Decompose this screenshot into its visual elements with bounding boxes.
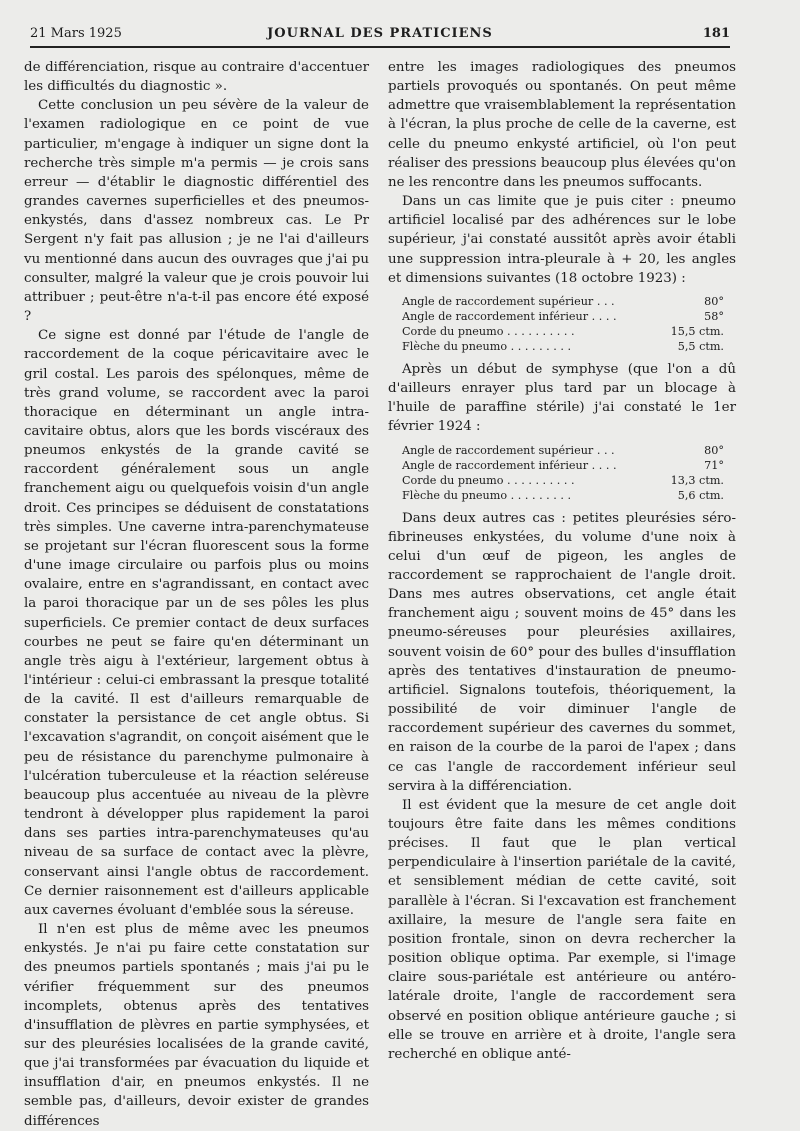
paragraph: Il n'en est plus de même avec les pneumos enkystés. Je n'ai pu faire cette constatation sur des pneumos partiels spontanés ; mais j'ai pu le vérifier fréquemment sur des pneumos incomplets, obtenus après des tentatives d'insufflation de plèvres en partie symphysées, et sur des pleurésies localisées de la grande cavité, que j'ai transformées par évacuation du liquide et insufflation d'air, en pneumos enkystés. Il ne semble pas, d'ailleurs, devoir exister de grandes différences <box>24 922 369 1129</box>
right-column <box>388 58 736 1064</box>
paragraph: de différenciation, risque au contraire d'accentuer les difficultés du diagnostic ». <box>24 60 369 95</box>
table-row <box>402 443 724 458</box>
table-row <box>402 294 724 309</box>
table-row <box>402 458 724 473</box>
table-cell-value: 58° <box>704 309 724 323</box>
paragraph: Ce signe est donné par l'étude de l'angle de raccordement de la coque péricavitaire avec le gril costal. Les parois des spélonques, même de très grand volume, se raccordent avec la paroi thoracique en déterminant un angle intra-cavitaire obtus, alors que les bords viscéraux des pneumos enkystés de la grande cavité se raccordent généralement sous un angle franchement aigu ou quelquefois voisin d'un angle droit. Ces principes se déduisent de constatations très simples. Une caverne intra-parenchymateuse se projetant sur l'écran fluorescent sous la forme d'une image circulaire ou parfois plus ou moins ovalaire, entre en s'agrandissant, en contact avec la paroi thoracique par un de ses pôles les plus superficiels. Ce premier contact de deux surfaces courbes ne peut se faire qu'en déterminant un angle très aigu à l'extérieur, largement obtus à l'intérieur : celui-ci embrassant la presque totalité de la cavité. Il est d'ailleurs remarquable de constater la persistance de cet angle obtus. Si l'excavation s'agrandit, on conçoit aisément que le peu de résistance du parenchyme pulmonaire à l'ulcération tuberculeuse et la réaction seléreuse beaucoup plus accentuée au niveau de la plèvre tendront à développer plus rapidement la paroi dans ses parties intra-parenchymateuses qu'au niveau de sa surface de contact avec la plèvre, conservant ainsi l'angle obtus de raccordement. Ce dernier raisonnement est d'ailleurs applicable aux cavernes évoluant d'emblée sous la séreuse. <box>24 328 369 918</box>
page-number: 181 <box>702 26 730 41</box>
table-cell-value: 80° <box>704 443 724 457</box>
measurement-table-2 <box>402 443 724 503</box>
table-cell-label: Angle de raccordement supérieur . . . <box>402 294 615 308</box>
table-cell-value: 13,3 ctm. <box>670 473 724 487</box>
table-cell-label: Flèche du pneumo . . . . . . . . . <box>402 339 572 353</box>
table-row <box>402 309 724 324</box>
running-header <box>30 22 730 48</box>
issue-date: 21 Mars 1925 <box>30 26 122 41</box>
paragraph: Dans un cas limite que je puis citer : pneumo artificiel localisé par des adhérences sur le lobe supérieur, j'ai constaté aussitôt après avoir établi une suppression intra-pleurale à + 20, les angles et dimensions suivantes (18 octobre 1923) : <box>388 194 736 286</box>
table-row <box>402 488 724 503</box>
table-cell-label: Angle de raccordement inférieur . . . . <box>402 458 617 472</box>
table-cell-value: 71° <box>704 458 724 472</box>
table-cell-value: 5,5 ctm. <box>677 339 724 353</box>
paragraph: Dans deux autres cas : petites pleurésies séro-fibrineuses enkystées, du volume d'une noix à celui d'un œuf de pigeon, les angles de raccordement se rapprochaient de l'angle droit. Dans mes autres observations, cet angle était franchement aigu ; souvent moins de 45° dans les pneumo-séreuses pour pleurésies axillaires, souvent voisin de 60° pour des bulles d'insufflation après des tentatives d'instauration de pneumo-artificiel. Signalons toutefois, théoriquement, la possibilité de voir diminuer l'angle de raccordement supérieur des cavernes du sommet, en raison de la courbe de la paroi de l'apex ; dans ce cas l'angle de raccordement inférieur seul servira à la différenciation. <box>388 510 736 794</box>
table-row <box>402 473 724 488</box>
table-cell-label: Angle de raccordement inférieur . . . . <box>402 309 617 323</box>
paragraph: Après un début de symphyse (que l'on a dû d'ailleurs enrayer plus tard par un blocage à l'huile de paraffine stérile) j'ai constaté le 1er février 1924 : <box>388 361 736 435</box>
table-cell-label: Flèche du pneumo . . . . . . . . . <box>402 488 572 502</box>
table-row <box>402 324 724 339</box>
paragraph: Il est évident que la mesure de cet angle doit toujours être faite dans les mêmes conditions précises. Il faut que le plan vertical perpendiculaire à l'insertion pariétale de la cavité, et sensiblement médian de cette cavité, soit parallèle à l'écran. Si l'excavation est franchement axillaire, la mesure de l'angle sera faite en position frontale, sinon on devra rechercher la position oblique optima. Par exemple, si l'image claire sous-pariétale est antérieure ou antéro-latérale droite, l'angle de raccordement sera observé en position oblique antérieure gauche ; si elle se trouve en arrière et à droite, l'angle sera recherché en oblique anté- <box>388 797 736 1062</box>
journal-title: JOURNAL DES PRATICIENS <box>267 26 493 41</box>
left-column <box>24 58 369 1131</box>
table-cell-label: Corde du pneumo . . . . . . . . . . <box>402 473 575 487</box>
table-cell-value: 15,5 ctm. <box>670 324 724 338</box>
paragraph: entre les images radiologiques des pneumos partiels provoqués ou spontanés. On peut même admettre que vraisemblablement la représentation à l'écran, la plus proche de celle de la caverne, est celle du pneumo enkysté artificiel, où l'on peut réaliser des pressions beaucoup plus élevées qu'on ne les rencontre dans les pneumos suffocants. <box>388 60 736 190</box>
paragraph: Cette conclusion un peu sévère de la valeur de l'examen radiologique en ce point de vue particulier, m'engage à indiquer un signe dont la recherche très simple m'a permis — je crois sans erreur — d'établir le diagnostic différentiel des grandes cavernes superficielles et des pneumos-enkystés, dans d'assez nombreux cas. Le Pr Sergent n'y fait pas allusion ; je ne l'ai d'ailleurs vu mentionné dans aucun des ouvrages que j'ai pu consulter, malgré la valeur que je crois pouvoir lui attribuer ; peut-être n'a-t-il pas encore été exposé ? <box>24 98 369 325</box>
table-row <box>402 339 724 354</box>
measurement-table-1 <box>402 294 724 354</box>
table-cell-label: Corde du pneumo . . . . . . . . . . <box>402 324 575 338</box>
table-cell-label: Angle de raccordement supérieur . . . <box>402 443 615 457</box>
table-cell-value: 80° <box>704 294 724 308</box>
table-cell-value: 5,6 ctm. <box>677 488 724 502</box>
